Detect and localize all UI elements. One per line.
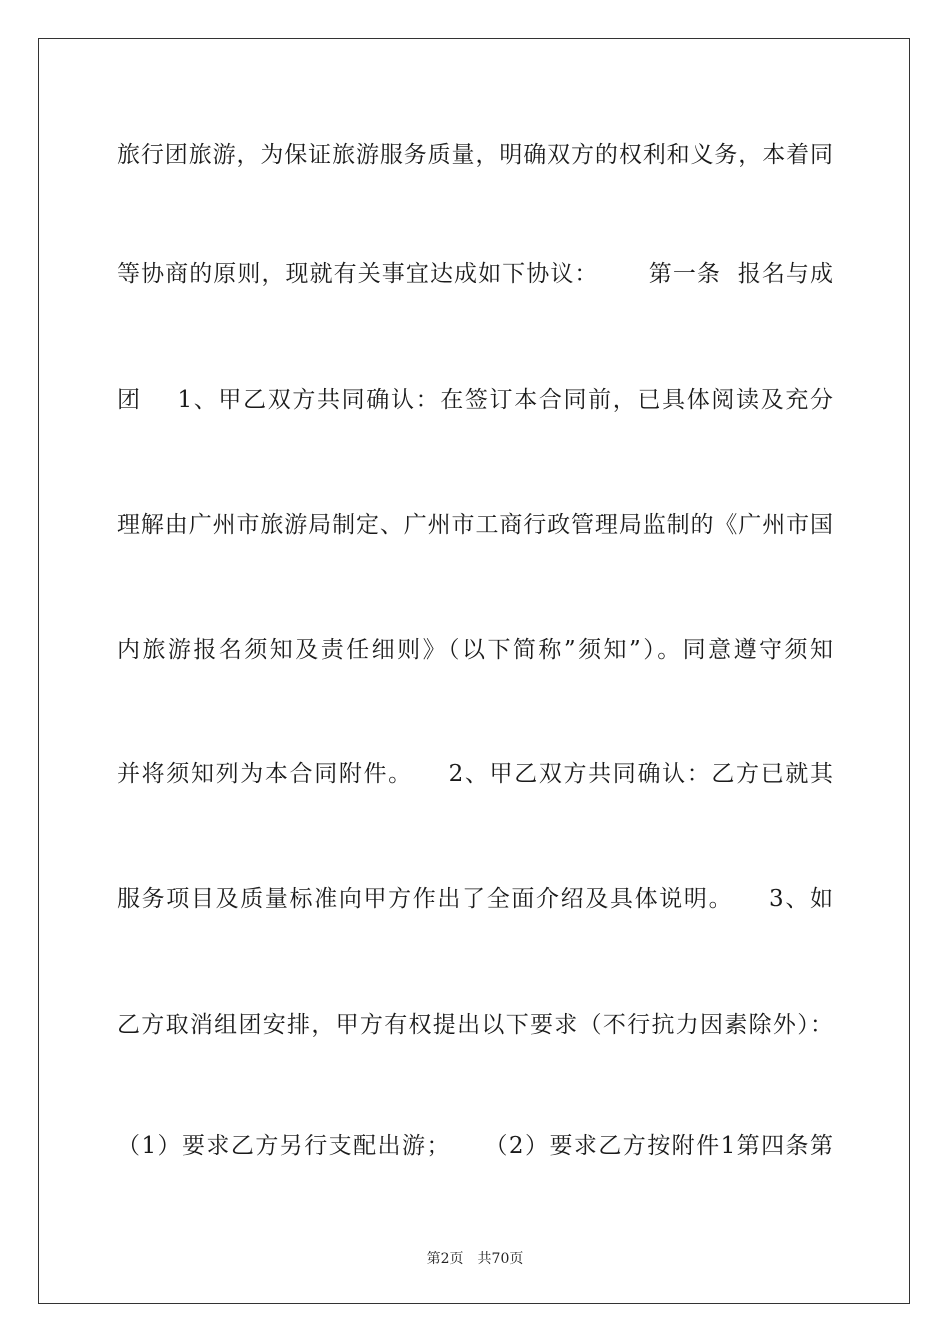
document-line-2: 等协商的原则，现就有关事宜达成如下协议： 第一条 报名与成	[117, 261, 833, 287]
document-line-1: 旅行团旅游，为保证旅游服务质量，明确双方的权利和义务，本着同	[117, 142, 833, 168]
document-line-9: （1）要求乙方另行支配出游； （2）要求乙方按附件1第四条第	[117, 1133, 833, 1159]
page-footer	[0, 1248, 950, 1268]
page-frame	[38, 38, 910, 1304]
document-line-8: 乙方取消组团安排，甲方有权提出以下要求（不行抗力因素除外）：	[117, 1012, 833, 1038]
page-number: 第2页	[426, 1251, 464, 1267]
document-line-7: 服务项目及质量标准向甲方作出了全面介绍及具体说明。 3、如	[117, 886, 833, 912]
document-line-6: 并将须知列为本合同附件。 2、甲乙双方共同确认：乙方已就其	[117, 761, 833, 787]
document-line-4: 理解由广州市旅游局制定、广州市工商行政管理局监制的《广州市国	[117, 512, 833, 538]
page-total: 共70页	[477, 1251, 524, 1267]
document-line-3: 团 1、甲乙双方共同确认：在签订本合同前，已具体阅读及充分	[117, 387, 833, 413]
document-line-5: 内旅游报名须知及责任细则》（以下简称”须知”）。同意遵守须知	[117, 637, 833, 663]
